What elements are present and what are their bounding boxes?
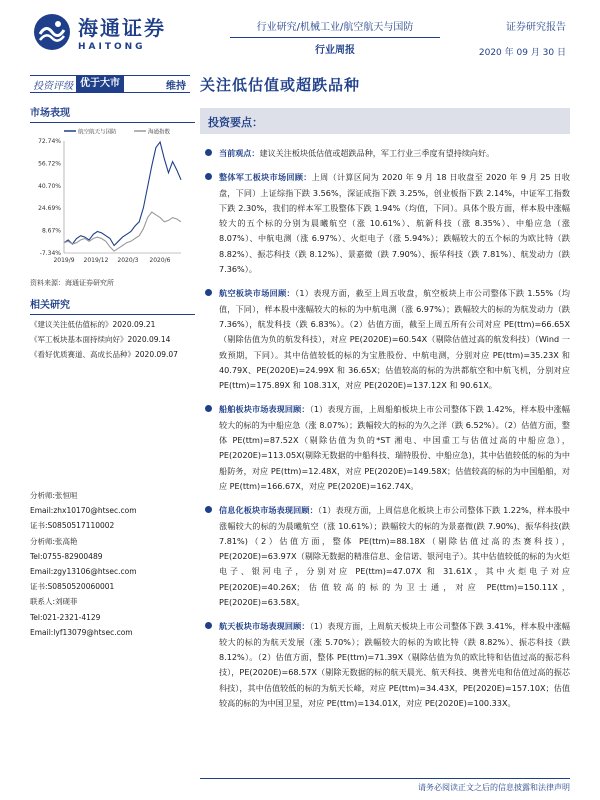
analyst-line: 分析师:张高艳 [30, 536, 78, 546]
key-points-heading: 投资要点： [208, 116, 263, 129]
y-tick-label: 8.67% [41, 227, 61, 235]
rating-label: 投资评级 [33, 80, 73, 92]
report-category: 行业研究/机械工业/航空航天与国防 [256, 22, 414, 33]
x-tick-label: 2020/6 [149, 257, 171, 264]
y-tick-label: 56.72% [38, 160, 61, 168]
related-item[interactable]: 《军工板块基本面持续向好》2020.09.14 [30, 335, 171, 344]
bullet-icon [205, 173, 212, 180]
disclaimer-footer: 请务必阅读正文之后的信息披露和法律声明 [418, 783, 570, 792]
related-heading-rule [30, 314, 195, 315]
market-heading: 市场表现 [30, 108, 70, 119]
paragraph-lead: 信息化板块市场表现回顾： [219, 505, 318, 516]
report-header [0, 0, 600, 64]
report-type: 行业周报 [315, 45, 355, 56]
paragraph-text: 上周（计算区间为 2020 年 9 月 18 日收盘至 2020 年 9 月 25 日收盘，下同）上证综指下跌 3.56%，深证成指下跌 3.25%，创业板指下跌 2.14%，中证军工指数下跌 2.30%，我们的样本军工股整体下跌 1.94%（均值，下同）。具体个股方面，样本股中涨幅较大的五个标的分别为晨曦航空（涨 10.61%）、航新科技（涨 8.35%）、中船应急（涨 8.07%）、中航电测（涨 6.97%）、火炬电子（涨 5.94%）；跌幅较大的五个标的为欧比特（跌 8.82%）、振芯科技（跌 8.12%）、景嘉微（跌 7.90%）、振华科技（跌 7.81%）、航发动力（跌 7.36%）。 [219, 172, 570, 275]
key-point-paragraph [205, 170, 570, 277]
bullet-icon [205, 289, 212, 296]
market-chart [30, 125, 195, 285]
bullet-icon [205, 405, 212, 412]
paragraph-text: 建议关注板块低估值或超跌品种，军工行业三季度有望持续向好。 [259, 148, 495, 158]
rating-value: 优于大市 [76, 76, 124, 92]
paragraph-lead: 当前观点： [219, 148, 260, 158]
market-heading-rule [30, 122, 195, 123]
logo-name-cn: 海通证券 [78, 16, 166, 40]
key-points-bar [200, 108, 570, 134]
page-title: 关注低估值或超跌品种 [200, 76, 361, 94]
analyst-line: 分析师:张恒晅 [30, 491, 78, 500]
x-tick-label: 2020/3 [117, 257, 139, 264]
key-points-content [205, 146, 570, 720]
related-heading: 相关研究 [30, 300, 70, 311]
bullet-icon [205, 149, 212, 156]
y-tick-label: 72.74% [38, 138, 61, 145]
legend-entry: 航空航天与国防 [78, 129, 117, 136]
paragraph-lead: 航天板块市场表现回顾： [219, 621, 310, 632]
related-research [30, 296, 195, 360]
market-chart-svg [30, 125, 195, 275]
footer-divider [200, 778, 570, 779]
logo-name-en: HAITONG [78, 42, 146, 52]
report-date: 2020 年 09 月 30 日 [478, 48, 566, 58]
related-item[interactable]: 《看好优质赛道、高成长品种》2020.09.07 [30, 350, 178, 359]
x-tick-label: 2019/9 [53, 257, 75, 264]
y-tick-label: -7.34% [39, 250, 61, 257]
y-tick-label: 40.70% [38, 182, 61, 190]
header-divider [230, 37, 440, 38]
analyst-line: Tel:021-2321-4129 [30, 612, 101, 622]
chart-source: 资料来源：海通证券研究所 [30, 279, 114, 287]
report-kind: 证券研究报告 [506, 22, 566, 33]
key-point-paragraph [205, 503, 570, 610]
y-tick-label: 24.69% [38, 205, 61, 213]
paragraph-text: （1）表现方面，上周船舶板块上市公司整体下跌 1.42%，样本股中涨幅较大的标的为中船应急（涨 8.07%）；跌幅较大的标的为久之洋（跌 6.52%）。（2）估值方面，整体 PE(ttm)=87.52X（剔除估值为负的*ST 湘电、中国重工与估值过高的中船应急），PE(2020E)=113.05X(剔除无数据的中船科技、瑞特股份、中船应急)，其中估值较低的标的为中船防务，对应 PE(ttm)=12.48X，对应 PE(2020E)=149.58X；估值较高的标的为中国船舶，对应 PE(ttm)=166.67X，对应 PE(2020E)=162.74X。 [219, 404, 570, 491]
series-line [64, 212, 181, 251]
related-item[interactable]: 《建议关注低估值标的》2020.09.21 [30, 320, 156, 329]
analyst-line[interactable]: Email:zgy13106@htsec.com [30, 567, 137, 577]
key-point-paragraph [205, 286, 570, 393]
key-point-paragraph [205, 619, 570, 711]
investment-rating [30, 75, 190, 93]
analyst-line: 证书:S0850520060001 [30, 582, 115, 592]
series-line [64, 142, 181, 246]
key-point-paragraph [205, 402, 570, 494]
bullet-icon [205, 506, 212, 513]
analyst-line[interactable]: Email:lyf13079@htsec.com [30, 627, 133, 637]
paragraph-lead: 船舶板块市场表现回顾： [219, 404, 310, 415]
legend-entry: 海通指数 [148, 129, 171, 136]
haitong-logo [32, 12, 166, 52]
paragraph-lead: 整体军工板块市场回顾： [219, 172, 312, 183]
haitong-logo-icon [32, 12, 72, 52]
key-point-paragraph [205, 146, 570, 161]
analyst-contacts [30, 488, 195, 640]
rating-stance: 维持 [166, 80, 186, 92]
analyst-line[interactable]: Email:zhx10170@htsec.com [30, 506, 137, 516]
analyst-line: 证书:S0850517110002 [30, 521, 115, 531]
x-tick-label: 2019/12 [83, 257, 109, 264]
paragraph-text: （1）表现方面，上周信息化板块上市公司整体下跌 1.22%，样本股中涨幅较大的标的为晨曦航空（涨 10.61%）；跌幅较大的标的为景嘉微(跌 7.90%)、振华科技(跌 7.81%)（2）估值方面，整体 PE(ttm)=88.18X（剔除估值过高的杰赛科技），PE(2020E)=63.97X（剔除无数据的精准信息、金信诺、银河电子）。其中估值较低的标的为火炬电子、银河电子，分别对应 PE(ttm)=47.07X 和 31.61X，其中火炬电子对应 PE(2020E)=40.26X；估值较高的标的为卫士通，对应 PE(ttm)=150.11X，PE(2020E)=63.58X。 [219, 505, 570, 608]
paragraph-text: （1）表现方面，上周航天板块上市公司整体下跌 3.41%，样本股中涨幅较大的标的为航天发展（涨 5.70%）；跌幅较大的标的为欧比特（跌 8.82%）、振芯科技（跌 8.12%）。（2）估值方面，整体 PE(ttm)=71.39X（剔除估值为负的欧比特和估值过高的振芯科技），PE(2020E)=68.57X（剔除无数据的标的航天晨光、航天科技、奥普光电和估值过高的振芯科技），其中估值较低的标的为航天长峰，对应 PE(ttm)=34.43X，PE(2020E)=157.10X；估值较高的标的为中国卫星，对应 PE(ttm)=134.01X，对应 PE(2020E)=100.33X。 [219, 621, 570, 708]
paragraph-text: （1）表现方面，截至上周五收盘，航空板块上市公司整体下跌 1.55%（均值，下同），样本股中涨幅较大的标的为中航电测（涨 6.97%）；跌幅较大的标的为航发动力（跌 7.36%），航发科技（跌 6.83%）。（2）估值方面，截至上周五所有公司对应 PE(ttm)=66.65X（剔除估值为负的航发科技），对应 PE(2020E)=60.54X（剔除估值过高的航发科技）（Wind 一致预期，下同）。其中估值较低的标的为宝胜股份、中航电测，分别对应 PE(ttm)=35.23X 和 40.79X、PE(2020E)=24.99X 和 36.65X；估值较高的标的为洪都航空和中航飞机，分别对应 PE(ttm)=175.89X 和 108.31X，对应 PE(2020E)=137.12X 和 90.61X。 [219, 288, 570, 391]
analyst-line: 联系人:刘砚菲 [30, 597, 78, 607]
bullet-icon [205, 622, 212, 629]
paragraph-lead: 航空板块市场回顾： [219, 288, 296, 299]
analyst-line: Tel:0755-82900489 [30, 551, 103, 561]
